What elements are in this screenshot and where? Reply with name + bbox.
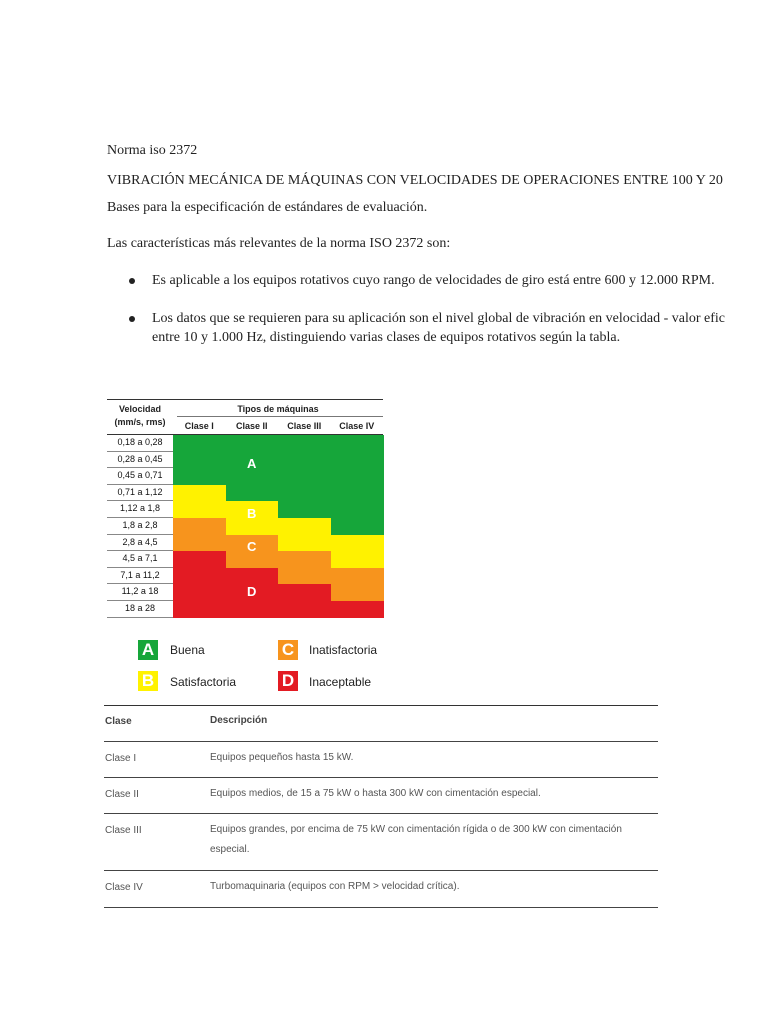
severity-cell-zone-c: [278, 568, 331, 585]
severity-cell-zone-b: [278, 535, 331, 552]
chart-top-rule: [107, 399, 383, 400]
velocity-range-label: 1,8 a 2,8: [107, 518, 173, 535]
severity-cell-zone-d: [173, 584, 226, 601]
severity-cell-zone-a: [173, 468, 226, 485]
severity-cell-zone-a: [331, 485, 384, 502]
velocity-range-label: 11,2 a 18: [107, 584, 173, 601]
severity-cell-zone-a: [173, 435, 226, 452]
bullet-dot: [129, 278, 135, 284]
severity-cell-zone-a: [278, 468, 331, 485]
severity-cell-zone-b: [278, 518, 331, 535]
bullet-2-line-2: entre 10 y 1.000 Hz, distinguiendo varias clases de equipos rotativos según la tabla.: [152, 330, 621, 345]
severity-cell-zone-d: [278, 584, 331, 601]
severity-cell-zone-d: [226, 568, 279, 585]
severity-cell-zone-a: [278, 452, 331, 469]
severity-cell-zone-a: [331, 518, 384, 535]
velocity-range-label: 4,5 a 7,1: [107, 551, 173, 568]
severity-cell-zone-c: [331, 584, 384, 601]
legend-b-swatch: B: [138, 671, 158, 691]
severity-cell-zone-a: [173, 452, 226, 469]
table-cell-description: Equipos pequeños hasta 15 kW.: [210, 752, 354, 763]
severity-cell-zone-a: [226, 435, 279, 452]
class-header-2: Clase II: [235, 421, 268, 431]
velocity-range-label: 2,8 a 4,5: [107, 535, 173, 552]
class-header-3: Clase III: [287, 421, 322, 431]
zone-label-a: A: [247, 456, 257, 471]
table-cell-description: Turbomaquinaria (equipos con RPM > velocidad crítica).: [210, 881, 460, 892]
severity-cell-zone-c: [278, 551, 331, 568]
legend-b-label: Satisfactoria: [170, 675, 237, 689]
legend-d-swatch: D: [278, 671, 298, 691]
velocity-range-label: 0,28 a 0,45: [107, 452, 173, 469]
document-subtitle: Bases para la especificación de estándares de evaluación.: [107, 200, 428, 215]
machine-class-table: [104, 705, 658, 908]
severity-cell-zone-a: [331, 452, 384, 469]
severity-cell-zone-a: [226, 485, 279, 502]
bullet-1-text: Es aplicable a los equipos rotativos cuyo rango de velocidades de giro está entre 600 y 12.000 RPM.: [152, 273, 715, 288]
table-cell-description: Equipos medios, de 15 a 75 kW o hasta 300 kW con cimentación especial.: [210, 788, 541, 799]
table-header-class: Clase: [105, 716, 132, 727]
bullet-dot: [129, 316, 135, 322]
zone-label-b: B: [247, 506, 257, 521]
severity-cell-zone-b: [173, 485, 226, 502]
legend-d-label: Inaceptable: [309, 675, 372, 689]
severity-cell-zone-c: [173, 535, 226, 552]
severity-cell-zone-a: [278, 501, 331, 518]
severity-cell-zone-d: [278, 601, 331, 618]
legend-c-swatch: C: [278, 640, 298, 660]
class-header-1: Clase I: [184, 421, 214, 431]
severity-cell-zone-a: [331, 501, 384, 518]
class-header-4: Clase IV: [339, 421, 375, 431]
legend-a-label: Buena: [170, 643, 205, 657]
severity-cell-zone-d: [173, 568, 226, 585]
header-units: (mm/s, rms): [114, 417, 166, 427]
severity-cell-zone-a: [278, 485, 331, 502]
severity-cell-zone-a: [331, 435, 384, 452]
legend-a-swatch: A: [138, 640, 158, 660]
velocity-range-label: 0,45 a 0,71: [107, 468, 173, 485]
table-row: [104, 778, 658, 814]
table-header-row: [104, 705, 658, 742]
table-row: [104, 742, 658, 778]
table-row: [104, 871, 658, 908]
severity-cell-zone-b: [173, 501, 226, 518]
intro-text: Las características más relevantes de la norma ISO 2372 son:: [107, 236, 451, 251]
header-sub-rule: [177, 416, 383, 417]
document-heading: Norma iso 2372: [107, 143, 198, 158]
severity-cell-zone-d: [226, 601, 279, 618]
table-cell-class: Clase I: [105, 753, 137, 764]
table-cell-class: Clase IV: [105, 882, 143, 893]
severity-cell-zone-c: [173, 518, 226, 535]
velocity-range-label: 7,1 a 11,2: [107, 568, 173, 585]
vibration-severity-chart: [107, 399, 383, 622]
header-velocity: Velocidad: [118, 404, 162, 414]
bullet-2-line-1: Los datos que se requieren para su aplicación son el nivel global de vibración en velocidad - valor efic: [152, 311, 726, 326]
severity-cell-zone-a: [278, 435, 331, 452]
severity-cell-zone-b: [331, 551, 384, 568]
table-cell-class: Clase II: [105, 789, 139, 800]
velocity-range-label: 18 a 28: [107, 601, 173, 618]
velocity-range-label: 1,12 a 1,8: [107, 501, 173, 518]
severity-cell-zone-d: [173, 601, 226, 618]
document-title: VIBRACIÓN MECÁNICA DE MÁQUINAS CON VELOCIDADES DE OPERACIONES ENTRE 100 Y 20: [107, 173, 723, 188]
table-row: [104, 814, 658, 871]
severity-cell-zone-d: [173, 551, 226, 568]
table-header-description: Descripción: [210, 715, 268, 726]
table-cell-class: Clase III: [105, 825, 142, 836]
severity-cell-zone-d: [331, 601, 384, 618]
header-machine-types: Tipos de máquinas: [237, 404, 319, 414]
zone-label-d: D: [247, 584, 257, 599]
velocity-range-label: 0,71 a 1,12: [107, 485, 173, 502]
severity-cell-zone-a: [331, 468, 384, 485]
zone-label-c: C: [247, 539, 257, 554]
velocity-range-label: 0,18 a 0,28: [107, 435, 173, 452]
table-cell-description: Equipos grandes, por encima de 75 kW con cimentación rígida o de 300 kW con cimentación especial.: [210, 824, 622, 855]
severity-cell-zone-c: [331, 568, 384, 585]
severity-cell-zone-b: [331, 535, 384, 552]
legend-c-label: Inatisfactoria: [309, 643, 378, 657]
